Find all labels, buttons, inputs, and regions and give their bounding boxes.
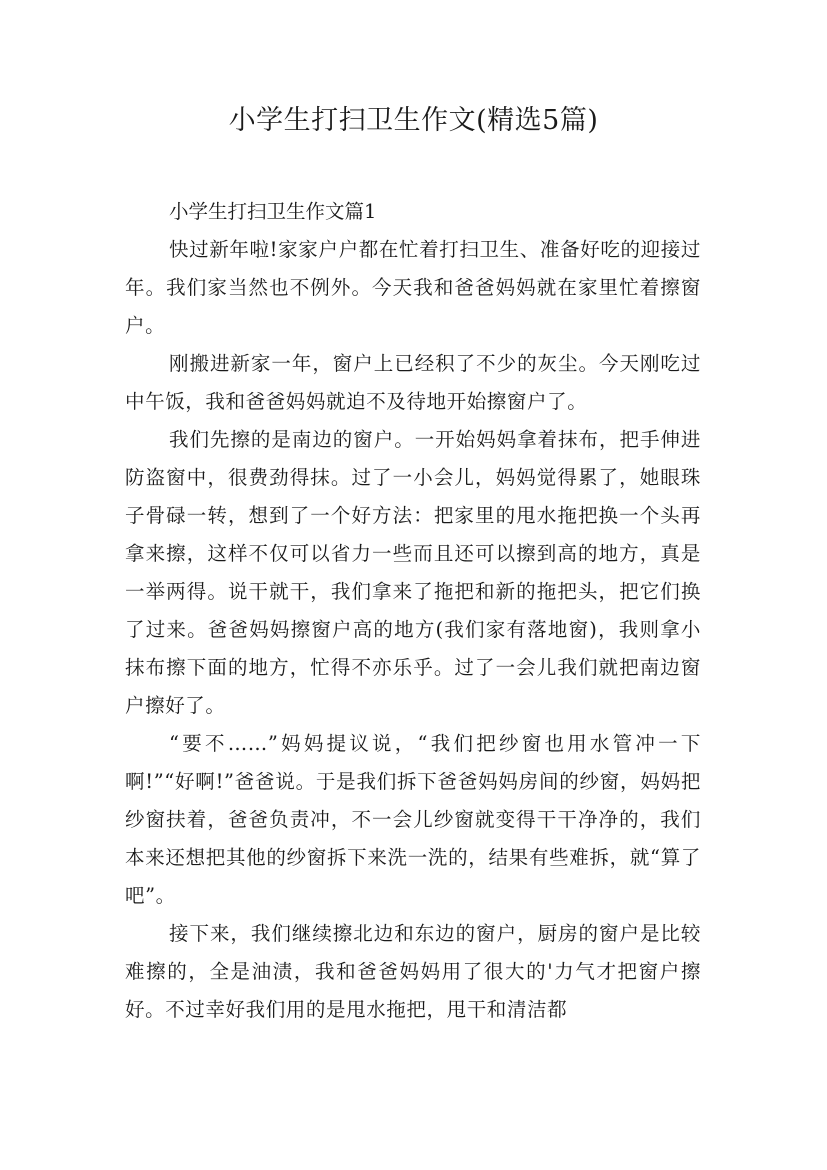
section-heading: 小学生打扫卫生作文篇1 [169,200,377,223]
paragraph-1: 快过新年啦!家家户户都在忙着打扫卫生、准备好吃的迎接过年。我们家当然也不例外。今天我和爸爸妈妈就在家里忙着擦窗户。 [125,238,701,337]
paragraph-5: 接下来，我们继续擦北边和东边的窗户，厨房的窗户是比较难擦的，全是油渍，我和爸爸妈妈用了很大的'力气才把窗户擦好。不过幸好我们用的是甩水拖把，甩干和清洁都 [125,922,701,1021]
paragraph-3: 我们先擦的是南边的窗户。一开始妈妈拿着抹布，把手伸进防盗窗中，很费劲得抹。过了一小会儿，妈妈觉得累了，她眼珠子骨碌一转，想到了一个好方法：把家里的甩水拖把换一个头再拿来擦，这样不仅可以省力一些而且还可以擦到高的地方，真是一举两得。说干就干，我们拿来了拖把和新的拖把头，把它们换了过来。爸爸妈妈擦窗户高的地方(我们家有落地窗)，我则拿小抹布擦下面的地方，忙得不亦乐乎。过了一会儿我们就把南边窗户擦好了。 [125,428,701,717]
document-title: 小学生打扫卫生作文(精选5篇) [228,105,599,136]
paragraph-2: 刚搬进新家一年，窗户上已经积了不少的灰尘。今天刚吃过中午饭，我和爸爸妈妈就迫不及待地开始擦窗户了。 [125,352,701,413]
document-body [125,193,701,1029]
paragraph-4: “要不……”妈妈提议说，“我们把纱窗也用水管冲一下啊!”“好啊!”爸爸说。于是我们拆下爸爸妈妈房间的纱窗，妈妈把纱窗扶着，爸爸负责冲，不一会儿纱窗就变得干干净净的，我们本来还想把其他的纱窗拆下来洗一洗的，结果有些难拆，就“算了吧”。 [125,732,701,907]
